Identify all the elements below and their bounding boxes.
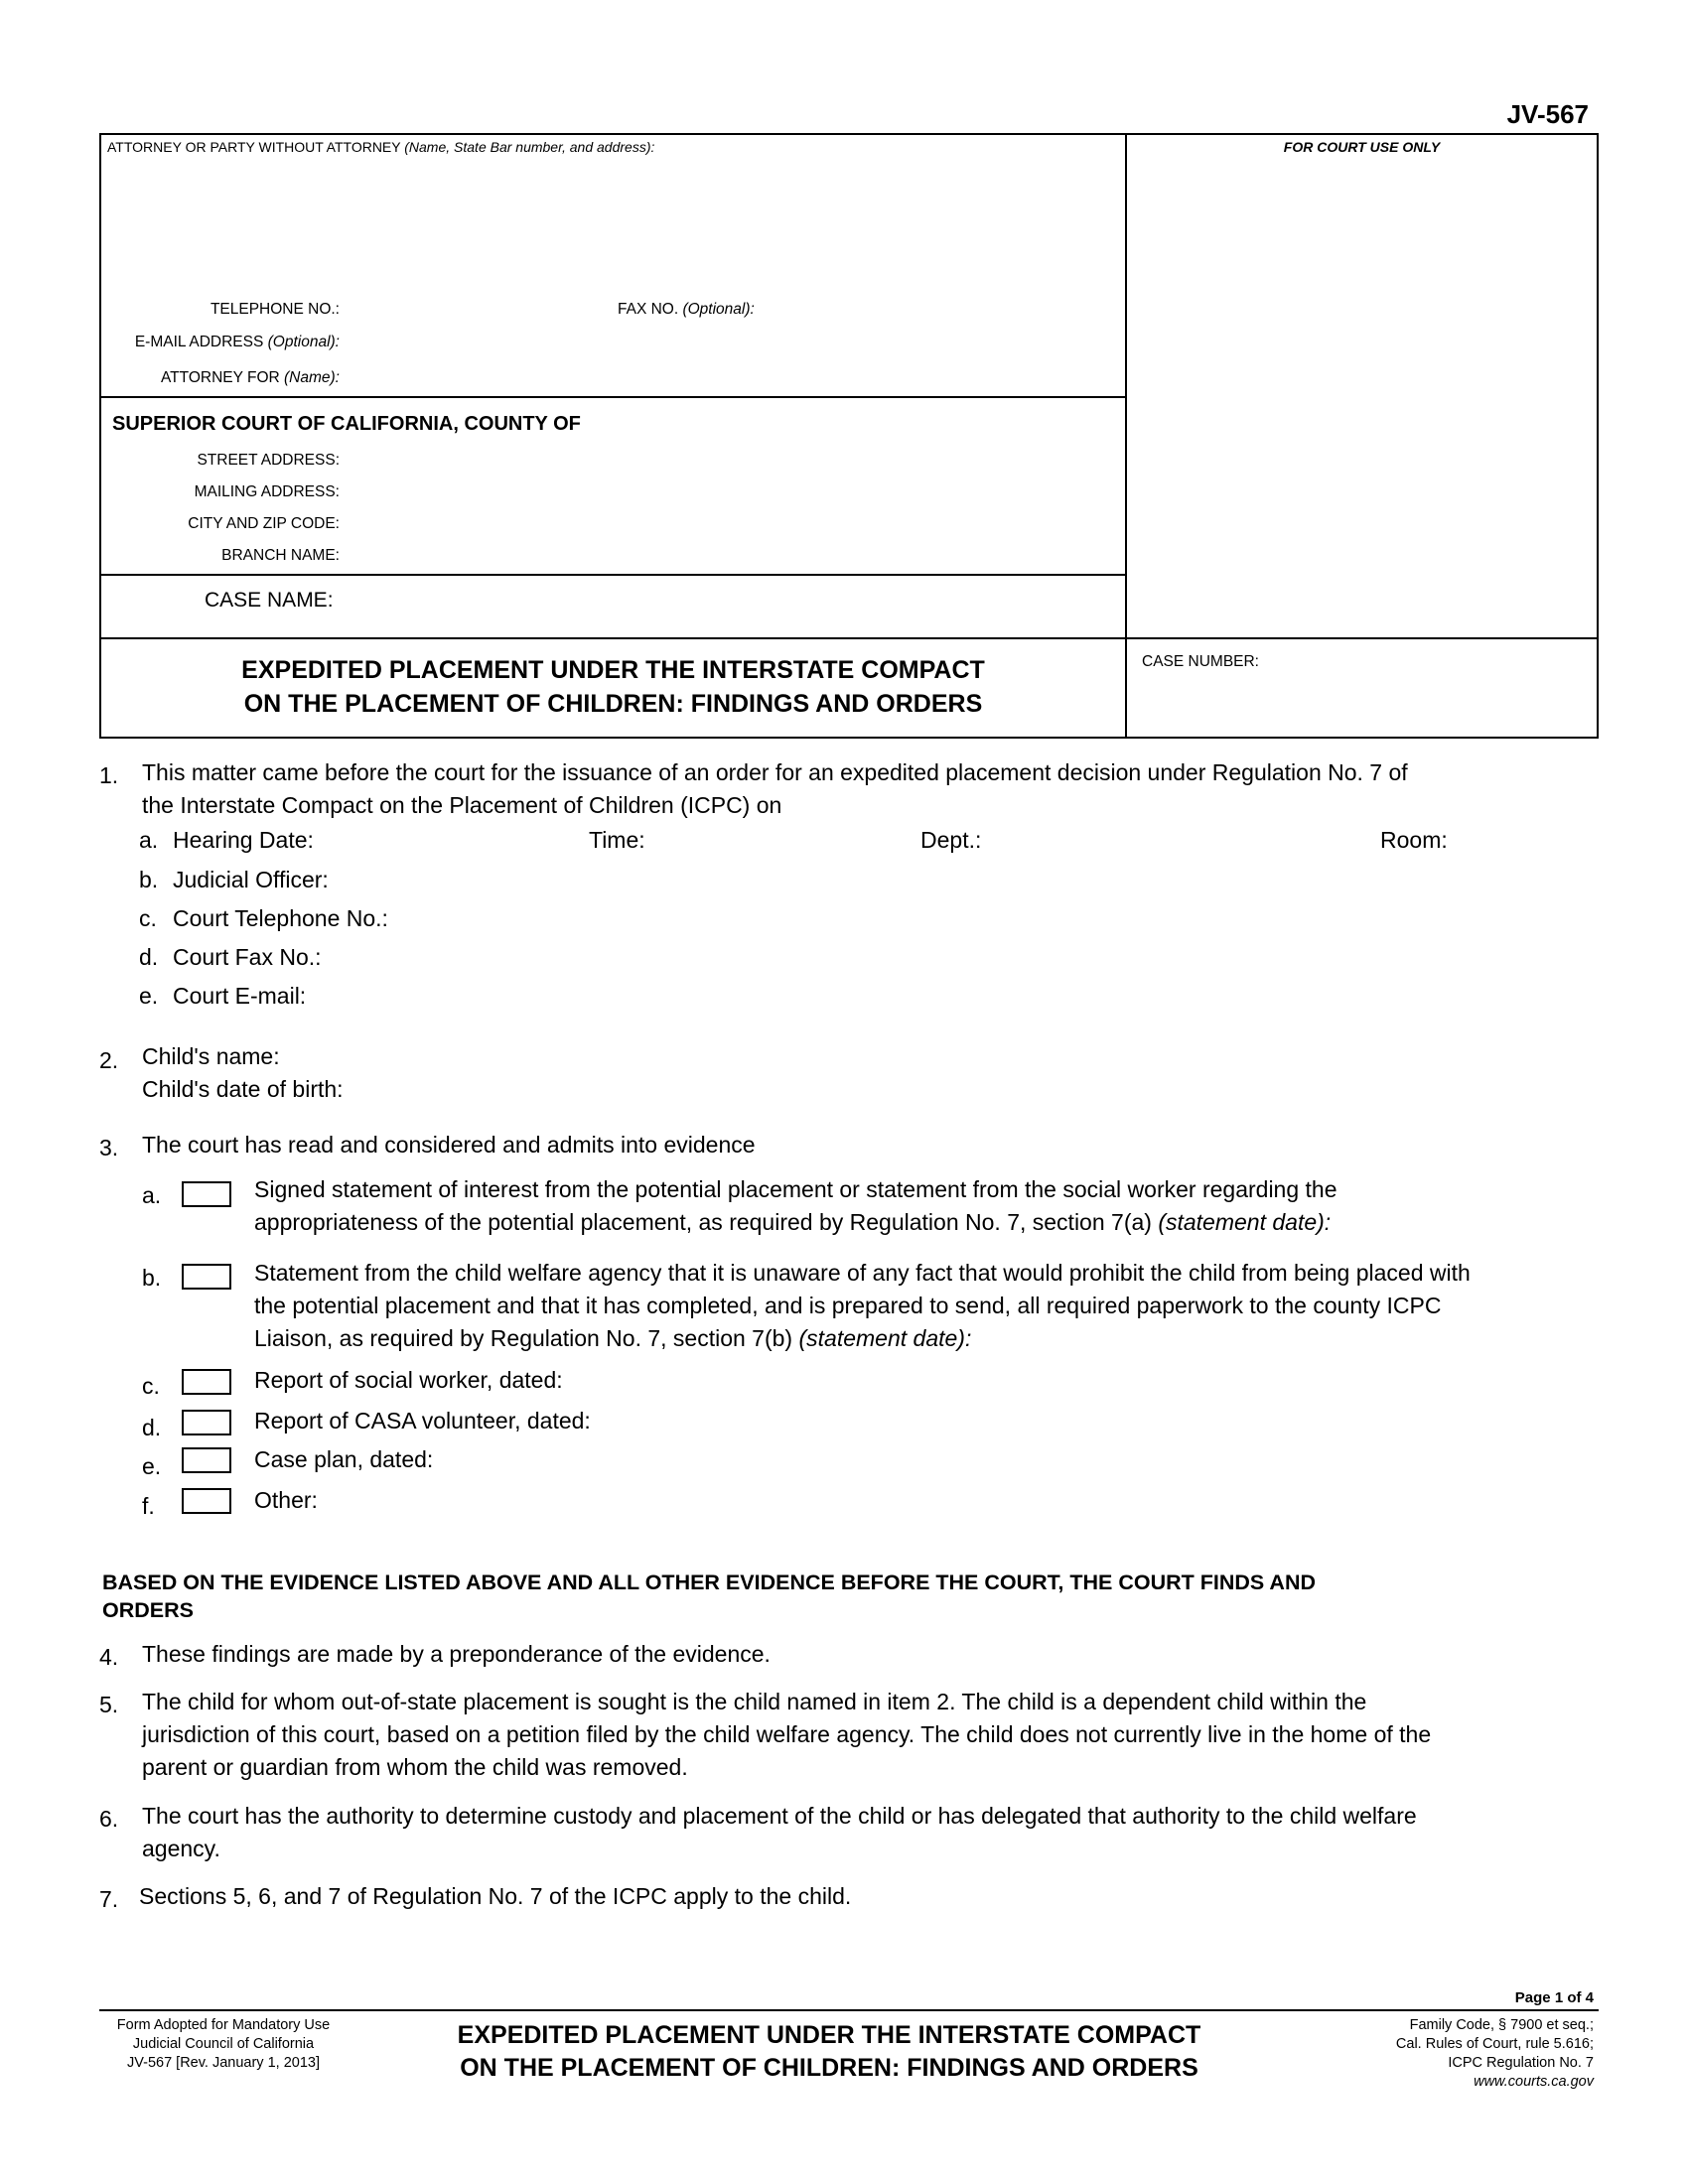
courts-website-link[interactable]: www.courts.ca.gov <box>1474 2074 1594 2090</box>
hearing-date-label[interactable]: Hearing Date: <box>173 827 314 853</box>
item6-number: 6. <box>99 1806 119 1832</box>
street-address-label: STREET ADDRESS: <box>197 452 340 469</box>
item5-number: 5. <box>99 1692 119 1717</box>
court-email-label[interactable]: Court E-mail: <box>173 983 307 1009</box>
mailing-address-label: MAILING ADDRESS: <box>194 483 340 500</box>
item4-number: 4. <box>99 1644 119 1670</box>
court-use-box <box>1125 133 1599 639</box>
item3c-text: Report of social worker, dated: <box>254 1367 563 1393</box>
footer-right-line3: ICPC Regulation No. 7 <box>1448 2055 1594 2071</box>
item3a-letter: a. <box>142 1182 162 1208</box>
footer-right <box>1396 2016 1594 2092</box>
attorney-label-text: ATTORNEY OR PARTY WITHOUT ATTORNEY <box>107 139 401 155</box>
judicial-officer-label[interactable]: Judicial Officer: <box>173 867 329 892</box>
footer-left-line2: Judicial Council of California <box>132 2036 315 2052</box>
item3b-checkbox[interactable] <box>182 1264 231 1290</box>
item5-text <box>142 1686 1431 1784</box>
item6-line1: The court has the authority to determine custody and placement of the child or has delegated that authority to the child welfare <box>142 1803 1417 1829</box>
item7-text: Sections 5, 6, and 7 of Regulation No. 7 of the ICPC apply to the child. <box>139 1883 852 1909</box>
email-label <box>135 334 340 351</box>
item1d-letter: d. <box>139 944 159 970</box>
court-title: SUPERIOR COURT OF CALIFORNIA, COUNTY OF <box>112 413 581 435</box>
attorney-label <box>107 139 654 155</box>
item3a-checkbox[interactable] <box>182 1181 231 1207</box>
item1-number: 1. <box>99 762 119 788</box>
attorney-for-text: ATTORNEY FOR <box>160 369 280 386</box>
item3c-letter: c. <box>142 1373 160 1399</box>
item3f-checkbox[interactable] <box>182 1488 231 1514</box>
attorney-box <box>99 133 1127 398</box>
item3b-text <box>254 1257 1471 1355</box>
item5-line2: jurisdiction of this court, based on a petition filed by the child welfare agency. The child does not currently live in the home of the <box>142 1721 1432 1747</box>
item4-text: These findings are made by a preponderance of the evidence. <box>142 1641 771 1667</box>
court-fax-label[interactable]: Court Fax No.: <box>173 944 322 970</box>
findings-heading <box>102 1569 1316 1624</box>
item1c-letter: c. <box>139 905 157 931</box>
item1a-letter: a. <box>139 827 159 853</box>
footer-left-line1: Form Adopted for Mandatory Use <box>116 2017 331 2033</box>
item3e-text: Case plan, dated: <box>254 1446 434 1472</box>
page-number: Page 1 of 4 <box>1514 1989 1594 2006</box>
dept-label[interactable]: Dept.: <box>920 827 982 853</box>
email-label-optional: (Optional): <box>267 334 340 350</box>
footer-title <box>377 2019 1281 2085</box>
item3a-line2-wrap <box>254 1206 1337 1239</box>
item7-number: 7. <box>99 1886 119 1912</box>
footer-rule <box>99 2009 1599 2011</box>
item2-number: 2. <box>99 1047 119 1073</box>
item3a-statement-date[interactable]: (statement date): <box>1158 1209 1332 1235</box>
footer-title-line2: ON THE PLACEMENT OF CHILDREN: FINDINGS AND ORDERS <box>460 2054 1198 2082</box>
form-title <box>99 653 1127 721</box>
footer-right-line2: Cal. Rules of Court, rule 5.616; <box>1395 2036 1594 2052</box>
item1-line2: the Interstate Compact on the Placement of Children (ICPC) on <box>142 792 782 818</box>
item3-text: The court has read and considered and admits into evidence <box>142 1132 756 1158</box>
form-title-line1: EXPEDITED PLACEMENT UNDER THE INTERSTATE COMPACT <box>241 656 985 684</box>
city-zip-label: CITY AND ZIP CODE: <box>188 515 340 532</box>
telephone-label: TELEPHONE NO.: <box>210 301 340 318</box>
time-label[interactable]: Time: <box>589 827 645 853</box>
item3d-letter: d. <box>142 1415 162 1440</box>
footer-title-line1: EXPEDITED PLACEMENT UNDER THE INTERSTATE COMPACT <box>457 2021 1201 2049</box>
fax-label-text: FAX NO. <box>618 301 679 318</box>
branch-name-label: BRANCH NAME: <box>221 547 340 564</box>
item5-line1: The child for whom out-of-state placement is sought is the child named in item 2. The child is a dependent child within the <box>142 1689 1367 1714</box>
item3e-checkbox[interactable] <box>182 1447 231 1473</box>
item3f-letter: f. <box>142 1493 155 1519</box>
item3a-line2: appropriateness of the potential placement, as required by Regulation No. 7, section 7(a) <box>254 1209 1152 1235</box>
item3b-statement-date[interactable]: (statement date): <box>798 1325 972 1351</box>
item1b-letter: b. <box>139 867 159 892</box>
fax-label-optional: (Optional): <box>682 301 755 318</box>
item1e-letter: e. <box>139 983 159 1009</box>
for-court-use-label: FOR COURT USE ONLY <box>1283 139 1441 155</box>
item1-text <box>142 756 1408 822</box>
case-name-label: CASE NAME: <box>205 589 334 612</box>
email-label-text: E-MAIL ADDRESS <box>134 334 264 350</box>
footer-left-line3: JV-567 [Rev. January 1, 2013] <box>127 2055 320 2071</box>
court-telephone-label[interactable]: Court Telephone No.: <box>173 905 388 931</box>
item3e-letter: e. <box>142 1453 162 1479</box>
form-id: JV-567 <box>1506 99 1589 129</box>
item3a-text <box>254 1173 1337 1239</box>
case-number-label: CASE NUMBER: <box>1142 653 1259 670</box>
room-label[interactable]: Room: <box>1380 827 1448 853</box>
childs-name-label[interactable]: Child's name: <box>142 1043 280 1069</box>
item3b-line1: Statement from the child welfare agency that it is unaware of any fact that would prohibit the child from being placed with <box>254 1260 1471 1286</box>
findings-heading-line2: ORDERS <box>102 1598 194 1622</box>
attorney-label-hint: (Name, State Bar number, and address): <box>404 139 655 155</box>
item3d-checkbox[interactable] <box>182 1410 231 1435</box>
footer-right-line1: Family Code, § 7900 et seq.; <box>1409 2017 1594 2033</box>
item5-line3: parent or guardian from whom the child was removed. <box>142 1754 688 1780</box>
footer-left <box>99 2016 348 2073</box>
item3a-line1: Signed statement of interest from the potential placement or statement from the social worker regarding the <box>254 1176 1337 1202</box>
item3b-line3: Liaison, as required by Regulation No. 7, section 7(b) <box>254 1325 793 1351</box>
item3b-line2: the potential placement and that it has completed, and is prepared to send, all required paperwork to the county ICPC <box>254 1293 1442 1318</box>
item3b-line3-wrap <box>254 1322 1471 1355</box>
item6-text <box>142 1800 1417 1865</box>
item3c-checkbox[interactable] <box>182 1369 231 1395</box>
item3d-text: Report of CASA volunteer, dated: <box>254 1408 591 1433</box>
fax-label <box>618 301 755 319</box>
item3-number: 3. <box>99 1135 119 1160</box>
item3b-letter: b. <box>142 1265 162 1291</box>
findings-heading-line1: BASED ON THE EVIDENCE LISTED ABOVE AND ALL OTHER EVIDENCE BEFORE THE COURT, THE COURT FINDS AND <box>102 1570 1316 1594</box>
attorney-for-label <box>161 369 340 387</box>
item1-line1: This matter came before the court for the issuance of an order for an expedited placement decision under Regulation No. 7 of <box>142 759 1408 785</box>
childs-dob-label[interactable]: Child's date of birth: <box>142 1076 344 1102</box>
attorney-for-hint: (Name): <box>284 369 340 386</box>
item3f-text: Other: <box>254 1487 318 1513</box>
form-title-line2: ON THE PLACEMENT OF CHILDREN: FINDINGS AND ORDERS <box>243 690 983 718</box>
item6-line2: agency. <box>142 1836 220 1861</box>
